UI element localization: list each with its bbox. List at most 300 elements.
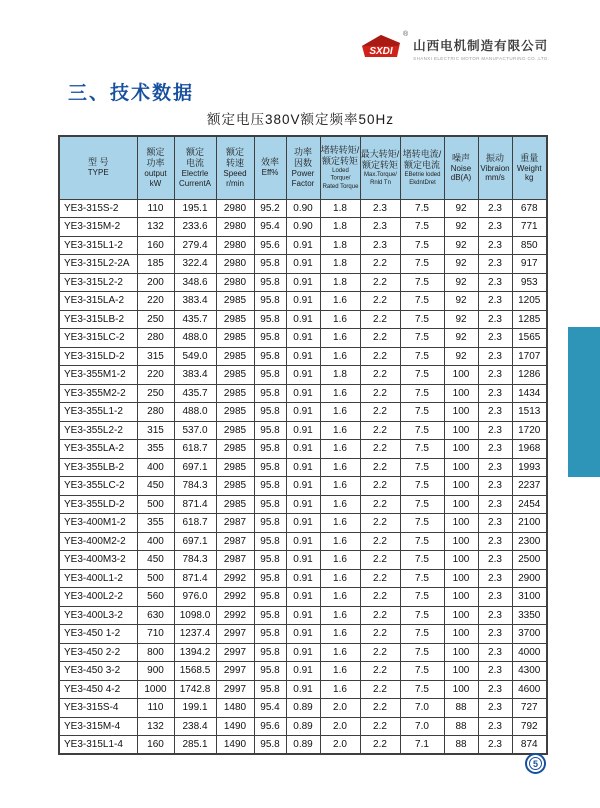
cell-power-factor: 0.91	[286, 662, 320, 681]
cell-locked-current-ratio: 7.5	[400, 662, 444, 681]
cell-locked-current-ratio: 7.5	[400, 310, 444, 329]
cell-max-torque-ratio: 2.2	[360, 329, 400, 348]
table-header-cell-type: 型 号 TYPE	[59, 136, 137, 199]
cell-vibration: 2.3	[478, 440, 512, 459]
cell-locked-torque-ratio: 1.6	[320, 347, 360, 366]
cell-vibration: 2.3	[478, 569, 512, 588]
cell-vibration: 2.3	[478, 384, 512, 403]
cell-rated-current: 285.1	[174, 736, 216, 755]
cell-rated-speed: 2985	[216, 292, 254, 311]
cell-power-factor: 0.91	[286, 458, 320, 477]
cell-efficiency: 95.2	[254, 199, 286, 218]
cell-locked-torque-ratio: 1.6	[320, 680, 360, 699]
table-row	[59, 662, 547, 681]
cell-vibration: 2.3	[478, 551, 512, 570]
cell-max-torque-ratio: 2.2	[360, 680, 400, 699]
cell-locked-torque-ratio: 2.0	[320, 736, 360, 755]
cell-max-torque-ratio: 2.2	[360, 403, 400, 422]
table-row	[59, 236, 547, 255]
cell-rated-current: 871.4	[174, 569, 216, 588]
cell-max-torque-ratio: 2.2	[360, 440, 400, 459]
cell-max-torque-ratio: 2.2	[360, 551, 400, 570]
table-row	[59, 292, 547, 311]
cell-type: YE3-315L1-2	[59, 236, 137, 255]
cell-efficiency: 95.8	[254, 255, 286, 274]
cell-weight: 2100	[512, 514, 547, 533]
cell-vibration: 2.3	[478, 643, 512, 662]
cell-power-factor: 0.91	[286, 236, 320, 255]
company-name-en: SHANXI ELECTRIC MOTOR MANUFACTURING CO.,LTD.	[413, 56, 550, 61]
cell-noise: 88	[444, 736, 478, 755]
cell-weight: 1707	[512, 347, 547, 366]
sxdi-logo-icon	[360, 33, 402, 59]
table-header-row	[59, 136, 547, 199]
cell-locked-current-ratio: 7.5	[400, 421, 444, 440]
cell-noise: 100	[444, 403, 478, 422]
cell-noise: 92	[444, 347, 478, 366]
cell-locked-torque-ratio: 1.6	[320, 403, 360, 422]
cell-rated-current: 697.1	[174, 532, 216, 551]
cell-power-factor: 0.91	[286, 606, 320, 625]
cell-noise: 92	[444, 236, 478, 255]
cell-rated-current: 1742.8	[174, 680, 216, 699]
cell-max-torque-ratio: 2.3	[360, 236, 400, 255]
cell-max-torque-ratio: 2.2	[360, 458, 400, 477]
cell-locked-current-ratio: 7.5	[400, 347, 444, 366]
cell-rated-output: 160	[137, 236, 174, 255]
cell-rated-output: 1000	[137, 680, 174, 699]
cell-efficiency: 95.8	[254, 440, 286, 459]
cell-rated-current: 1237.4	[174, 625, 216, 644]
cell-rated-speed: 2980	[216, 218, 254, 237]
table-row	[59, 384, 547, 403]
table-header-cell-rated-current: 额定 电流 Electrle CurrentA	[174, 136, 216, 199]
cell-weight: 3100	[512, 588, 547, 607]
cell-power-factor: 0.91	[286, 366, 320, 385]
cell-rated-current: 784.3	[174, 477, 216, 496]
cell-noise: 100	[444, 514, 478, 533]
cell-efficiency: 95.8	[254, 366, 286, 385]
cell-efficiency: 95.8	[254, 625, 286, 644]
cell-locked-current-ratio: 7.5	[400, 458, 444, 477]
cell-locked-torque-ratio: 2.0	[320, 717, 360, 736]
cell-noise: 100	[444, 662, 478, 681]
cell-rated-speed: 1480	[216, 699, 254, 718]
cell-type: YE3-450 4-2	[59, 680, 137, 699]
cell-rated-output: 450	[137, 477, 174, 496]
cell-noise: 100	[444, 366, 478, 385]
cell-noise: 100	[444, 532, 478, 551]
cell-locked-current-ratio: 7.5	[400, 532, 444, 551]
cell-rated-current: 435.7	[174, 384, 216, 403]
cell-weight: 792	[512, 717, 547, 736]
table-row	[59, 255, 547, 274]
cell-power-factor: 0.91	[286, 680, 320, 699]
cell-efficiency: 95.6	[254, 717, 286, 736]
cell-rated-current: 488.0	[174, 403, 216, 422]
cell-rated-speed: 2980	[216, 273, 254, 292]
table-row	[59, 569, 547, 588]
cell-rated-output: 315	[137, 421, 174, 440]
cell-max-torque-ratio: 2.2	[360, 643, 400, 662]
cell-locked-torque-ratio: 1.6	[320, 662, 360, 681]
cell-rated-speed: 2997	[216, 662, 254, 681]
cell-locked-torque-ratio: 1.8	[320, 273, 360, 292]
cell-noise: 100	[444, 569, 478, 588]
cell-vibration: 2.3	[478, 625, 512, 644]
cell-power-factor: 0.91	[286, 514, 320, 533]
cell-rated-current: 1098.0	[174, 606, 216, 625]
cell-power-factor: 0.89	[286, 736, 320, 755]
cell-locked-torque-ratio: 1.6	[320, 532, 360, 551]
cell-type: YE3-400M3-2	[59, 551, 137, 570]
cell-noise: 100	[444, 643, 478, 662]
table-row	[59, 347, 547, 366]
cell-noise: 100	[444, 588, 478, 607]
cell-power-factor: 0.91	[286, 588, 320, 607]
cell-locked-torque-ratio: 1.8	[320, 218, 360, 237]
cell-type: YE3-450 2-2	[59, 643, 137, 662]
cell-weight: 917	[512, 255, 547, 274]
cell-locked-torque-ratio: 2.0	[320, 699, 360, 718]
cell-rated-output: 250	[137, 310, 174, 329]
table-header-cell-weight: 重量 Weight kg	[512, 136, 547, 199]
cell-rated-current: 348.6	[174, 273, 216, 292]
cell-noise: 92	[444, 310, 478, 329]
cell-power-factor: 0.91	[286, 421, 320, 440]
table-row	[59, 625, 547, 644]
cell-efficiency: 95.8	[254, 310, 286, 329]
cell-vibration: 2.3	[478, 236, 512, 255]
cell-noise: 100	[444, 477, 478, 496]
cell-locked-current-ratio: 7.5	[400, 551, 444, 570]
table-header-cell-locked-torque-ratio: 堵转转矩/ 额定转矩 Loded Torque/ Rated Torque	[320, 136, 360, 199]
cell-vibration: 2.3	[478, 421, 512, 440]
table-row	[59, 680, 547, 699]
cell-noise: 92	[444, 218, 478, 237]
cell-rated-speed: 2987	[216, 514, 254, 533]
table-row	[59, 403, 547, 422]
cell-max-torque-ratio: 2.2	[360, 310, 400, 329]
cell-weight: 3350	[512, 606, 547, 625]
cell-type: YE3-315L2-2A	[59, 255, 137, 274]
cell-locked-current-ratio: 7.5	[400, 292, 444, 311]
cell-locked-current-ratio: 7.5	[400, 606, 444, 625]
cell-weight: 2900	[512, 569, 547, 588]
table-row	[59, 273, 547, 292]
table-row	[59, 643, 547, 662]
cell-rated-current: 1568.5	[174, 662, 216, 681]
cell-max-torque-ratio: 2.2	[360, 477, 400, 496]
cell-type: YE3-315LB-2	[59, 310, 137, 329]
table-header-cell-rated-output: 额定 功率 output kW	[137, 136, 174, 199]
cell-locked-current-ratio: 7.5	[400, 440, 444, 459]
cell-locked-torque-ratio: 1.8	[320, 236, 360, 255]
cell-rated-output: 710	[137, 625, 174, 644]
cell-rated-output: 450	[137, 551, 174, 570]
cell-power-factor: 0.91	[286, 273, 320, 292]
cell-max-torque-ratio: 2.2	[360, 717, 400, 736]
cell-weight: 850	[512, 236, 547, 255]
cell-locked-current-ratio: 7.5	[400, 255, 444, 274]
cell-weight: 771	[512, 218, 547, 237]
cell-vibration: 2.3	[478, 218, 512, 237]
cell-locked-torque-ratio: 1.6	[320, 477, 360, 496]
cell-efficiency: 95.8	[254, 680, 286, 699]
cell-power-factor: 0.91	[286, 403, 320, 422]
cell-rated-current: 195.1	[174, 199, 216, 218]
cell-rated-speed: 2980	[216, 236, 254, 255]
cell-max-torque-ratio: 2.2	[360, 273, 400, 292]
cell-type: YE3-355M2-2	[59, 384, 137, 403]
cell-rated-current: 871.4	[174, 495, 216, 514]
cell-locked-torque-ratio: 1.6	[320, 625, 360, 644]
cell-weight: 4600	[512, 680, 547, 699]
cell-rated-output: 280	[137, 329, 174, 348]
cell-rated-output: 315	[137, 347, 174, 366]
cell-locked-torque-ratio: 1.6	[320, 569, 360, 588]
cell-rated-current: 549.0	[174, 347, 216, 366]
cell-locked-current-ratio: 7.5	[400, 514, 444, 533]
cell-weight: 2300	[512, 532, 547, 551]
cell-power-factor: 0.91	[286, 347, 320, 366]
cell-rated-current: 435.7	[174, 310, 216, 329]
cell-type: YE3-315LD-2	[59, 347, 137, 366]
cell-locked-torque-ratio: 1.6	[320, 514, 360, 533]
cell-max-torque-ratio: 2.3	[360, 218, 400, 237]
cell-locked-current-ratio: 7.5	[400, 366, 444, 385]
cell-locked-torque-ratio: 1.6	[320, 606, 360, 625]
company-logo	[360, 33, 549, 61]
page-number: 5	[529, 757, 542, 770]
cell-locked-current-ratio: 7.5	[400, 680, 444, 699]
section-title: 三、技术数据	[68, 83, 195, 104]
cell-locked-current-ratio: 7.5	[400, 588, 444, 607]
cell-rated-output: 200	[137, 273, 174, 292]
cell-type: YE3-315LA-2	[59, 292, 137, 311]
company-name: 山西电机制造有限公司	[413, 39, 549, 53]
cell-locked-torque-ratio: 1.6	[320, 384, 360, 403]
cell-power-factor: 0.91	[286, 384, 320, 403]
cell-vibration: 2.3	[478, 199, 512, 218]
table-header-cell-power-factor: 功率 因数 Power Factor	[286, 136, 320, 199]
cell-type: YE3-315L2-2	[59, 273, 137, 292]
cell-rated-current: 784.3	[174, 551, 216, 570]
cell-rated-speed: 2997	[216, 643, 254, 662]
cell-locked-current-ratio: 7.5	[400, 236, 444, 255]
cell-noise: 92	[444, 199, 478, 218]
cell-efficiency: 95.8	[254, 606, 286, 625]
table-row	[59, 421, 547, 440]
cell-rated-speed: 2985	[216, 384, 254, 403]
cell-power-factor: 0.91	[286, 532, 320, 551]
table-row	[59, 514, 547, 533]
cell-rated-output: 220	[137, 366, 174, 385]
cell-power-factor: 0.91	[286, 255, 320, 274]
cell-weight: 874	[512, 736, 547, 755]
cell-efficiency: 95.4	[254, 699, 286, 718]
cell-efficiency: 95.4	[254, 218, 286, 237]
cell-vibration: 2.3	[478, 403, 512, 422]
cell-type: YE3-315S-4	[59, 699, 137, 718]
cell-rated-current: 233.6	[174, 218, 216, 237]
cell-rated-output: 250	[137, 384, 174, 403]
cell-vibration: 2.3	[478, 310, 512, 329]
cell-rated-current: 199.1	[174, 699, 216, 718]
cell-vibration: 2.3	[478, 588, 512, 607]
cell-max-torque-ratio: 2.2	[360, 292, 400, 311]
cell-rated-speed: 2985	[216, 440, 254, 459]
cell-type: YE3-355LD-2	[59, 495, 137, 514]
cell-power-factor: 0.91	[286, 495, 320, 514]
cell-weight: 1968	[512, 440, 547, 459]
cell-power-factor: 0.91	[286, 292, 320, 311]
cell-noise: 92	[444, 329, 478, 348]
cell-rated-output: 560	[137, 588, 174, 607]
table-header-cell-rated-speed: 额定 转速 Speed r/min	[216, 136, 254, 199]
cell-max-torque-ratio: 2.2	[360, 347, 400, 366]
cell-rated-current: 537.0	[174, 421, 216, 440]
table-header-cell-vibration: 振动 Vibraion mm/s	[478, 136, 512, 199]
cell-rated-output: 900	[137, 662, 174, 681]
cell-type: YE3-450 3-2	[59, 662, 137, 681]
cell-rated-output: 110	[137, 699, 174, 718]
cell-max-torque-ratio: 2.2	[360, 606, 400, 625]
cell-rated-current: 238.4	[174, 717, 216, 736]
cell-type: YE3-450 1-2	[59, 625, 137, 644]
cell-type: YE3-400L1-2	[59, 569, 137, 588]
cell-rated-current: 697.1	[174, 458, 216, 477]
cell-max-torque-ratio: 2.2	[360, 366, 400, 385]
cell-noise: 100	[444, 625, 478, 644]
cell-vibration: 2.3	[478, 347, 512, 366]
cell-locked-torque-ratio: 1.6	[320, 421, 360, 440]
cell-rated-current: 383.4	[174, 366, 216, 385]
cell-weight: 1993	[512, 458, 547, 477]
cell-vibration: 2.3	[478, 532, 512, 551]
cell-noise: 88	[444, 699, 478, 718]
cell-vibration: 2.3	[478, 495, 512, 514]
cell-weight: 1513	[512, 403, 547, 422]
cell-rated-speed: 1490	[216, 736, 254, 755]
cell-noise: 100	[444, 606, 478, 625]
cell-vibration: 2.3	[478, 458, 512, 477]
page-number-badge	[525, 753, 546, 774]
cell-efficiency: 95.8	[254, 551, 286, 570]
cell-locked-current-ratio: 7.5	[400, 625, 444, 644]
cell-locked-torque-ratio: 1.6	[320, 588, 360, 607]
table-row	[59, 717, 547, 736]
cell-rated-speed: 2985	[216, 366, 254, 385]
cell-type: YE3-315M-4	[59, 717, 137, 736]
cell-rated-speed: 2987	[216, 532, 254, 551]
cell-efficiency: 95.8	[254, 477, 286, 496]
side-index-tab	[568, 327, 600, 477]
cell-rated-output: 355	[137, 514, 174, 533]
cell-rated-output: 500	[137, 569, 174, 588]
cell-weight: 1205	[512, 292, 547, 311]
cell-locked-current-ratio: 7.5	[400, 477, 444, 496]
cell-rated-speed: 2997	[216, 680, 254, 699]
cell-power-factor: 0.89	[286, 699, 320, 718]
cell-max-torque-ratio: 2.2	[360, 255, 400, 274]
cell-efficiency: 95.8	[254, 662, 286, 681]
cell-vibration: 2.3	[478, 514, 512, 533]
cell-locked-torque-ratio: 1.6	[320, 329, 360, 348]
cell-efficiency: 95.8	[254, 403, 286, 422]
cell-locked-torque-ratio: 1.6	[320, 495, 360, 514]
cell-power-factor: 0.91	[286, 329, 320, 348]
cell-efficiency: 95.8	[254, 329, 286, 348]
cell-locked-torque-ratio: 1.8	[320, 366, 360, 385]
cell-locked-current-ratio: 7.5	[400, 495, 444, 514]
cell-power-factor: 0.91	[286, 310, 320, 329]
cell-efficiency: 95.8	[254, 643, 286, 662]
cell-locked-current-ratio: 7.5	[400, 384, 444, 403]
cell-weight: 953	[512, 273, 547, 292]
cell-weight: 4300	[512, 662, 547, 681]
cell-rated-speed: 2992	[216, 569, 254, 588]
cell-rated-current: 618.7	[174, 514, 216, 533]
cell-weight: 4000	[512, 643, 547, 662]
cell-vibration: 2.3	[478, 662, 512, 681]
cell-locked-current-ratio: 7.0	[400, 717, 444, 736]
cell-rated-speed: 2980	[216, 199, 254, 218]
cell-weight: 1434	[512, 384, 547, 403]
cell-efficiency: 95.8	[254, 514, 286, 533]
cell-vibration: 2.3	[478, 366, 512, 385]
cell-max-torque-ratio: 2.2	[360, 384, 400, 403]
cell-efficiency: 95.8	[254, 273, 286, 292]
cell-locked-current-ratio: 7.1	[400, 736, 444, 755]
cell-power-factor: 0.91	[286, 440, 320, 459]
cell-locked-torque-ratio: 1.8	[320, 199, 360, 218]
cell-power-factor: 0.91	[286, 551, 320, 570]
cell-vibration: 2.3	[478, 255, 512, 274]
cell-vibration: 2.3	[478, 273, 512, 292]
cell-locked-torque-ratio: 1.6	[320, 643, 360, 662]
cell-power-factor: 0.91	[286, 643, 320, 662]
table-row	[59, 458, 547, 477]
cell-efficiency: 95.8	[254, 588, 286, 607]
cell-noise: 100	[444, 458, 478, 477]
cell-locked-current-ratio: 7.5	[400, 403, 444, 422]
cell-rated-output: 185	[137, 255, 174, 274]
cell-rated-output: 132	[137, 717, 174, 736]
cell-rated-output: 800	[137, 643, 174, 662]
table-row	[59, 366, 547, 385]
cell-rated-output: 630	[137, 606, 174, 625]
cell-locked-current-ratio: 7.5	[400, 569, 444, 588]
cell-weight: 1720	[512, 421, 547, 440]
cell-locked-torque-ratio: 1.6	[320, 310, 360, 329]
cell-type: YE3-355LC-2	[59, 477, 137, 496]
table-header-cell-locked-current-ratio: 堵转电流/ 额定电流 EBetrie loded EkdntDret	[400, 136, 444, 199]
table-row	[59, 495, 547, 514]
cell-type: YE3-355L1-2	[59, 403, 137, 422]
table-row	[59, 736, 547, 755]
cell-rated-current: 976.0	[174, 588, 216, 607]
cell-max-torque-ratio: 2.2	[360, 569, 400, 588]
cell-locked-current-ratio: 7.0	[400, 699, 444, 718]
cell-type: YE3-400M1-2	[59, 514, 137, 533]
cell-locked-current-ratio: 7.5	[400, 199, 444, 218]
table-row	[59, 588, 547, 607]
table-row	[59, 606, 547, 625]
cell-power-factor: 0.89	[286, 717, 320, 736]
table-row	[59, 551, 547, 570]
cell-max-torque-ratio: 2.2	[360, 736, 400, 755]
